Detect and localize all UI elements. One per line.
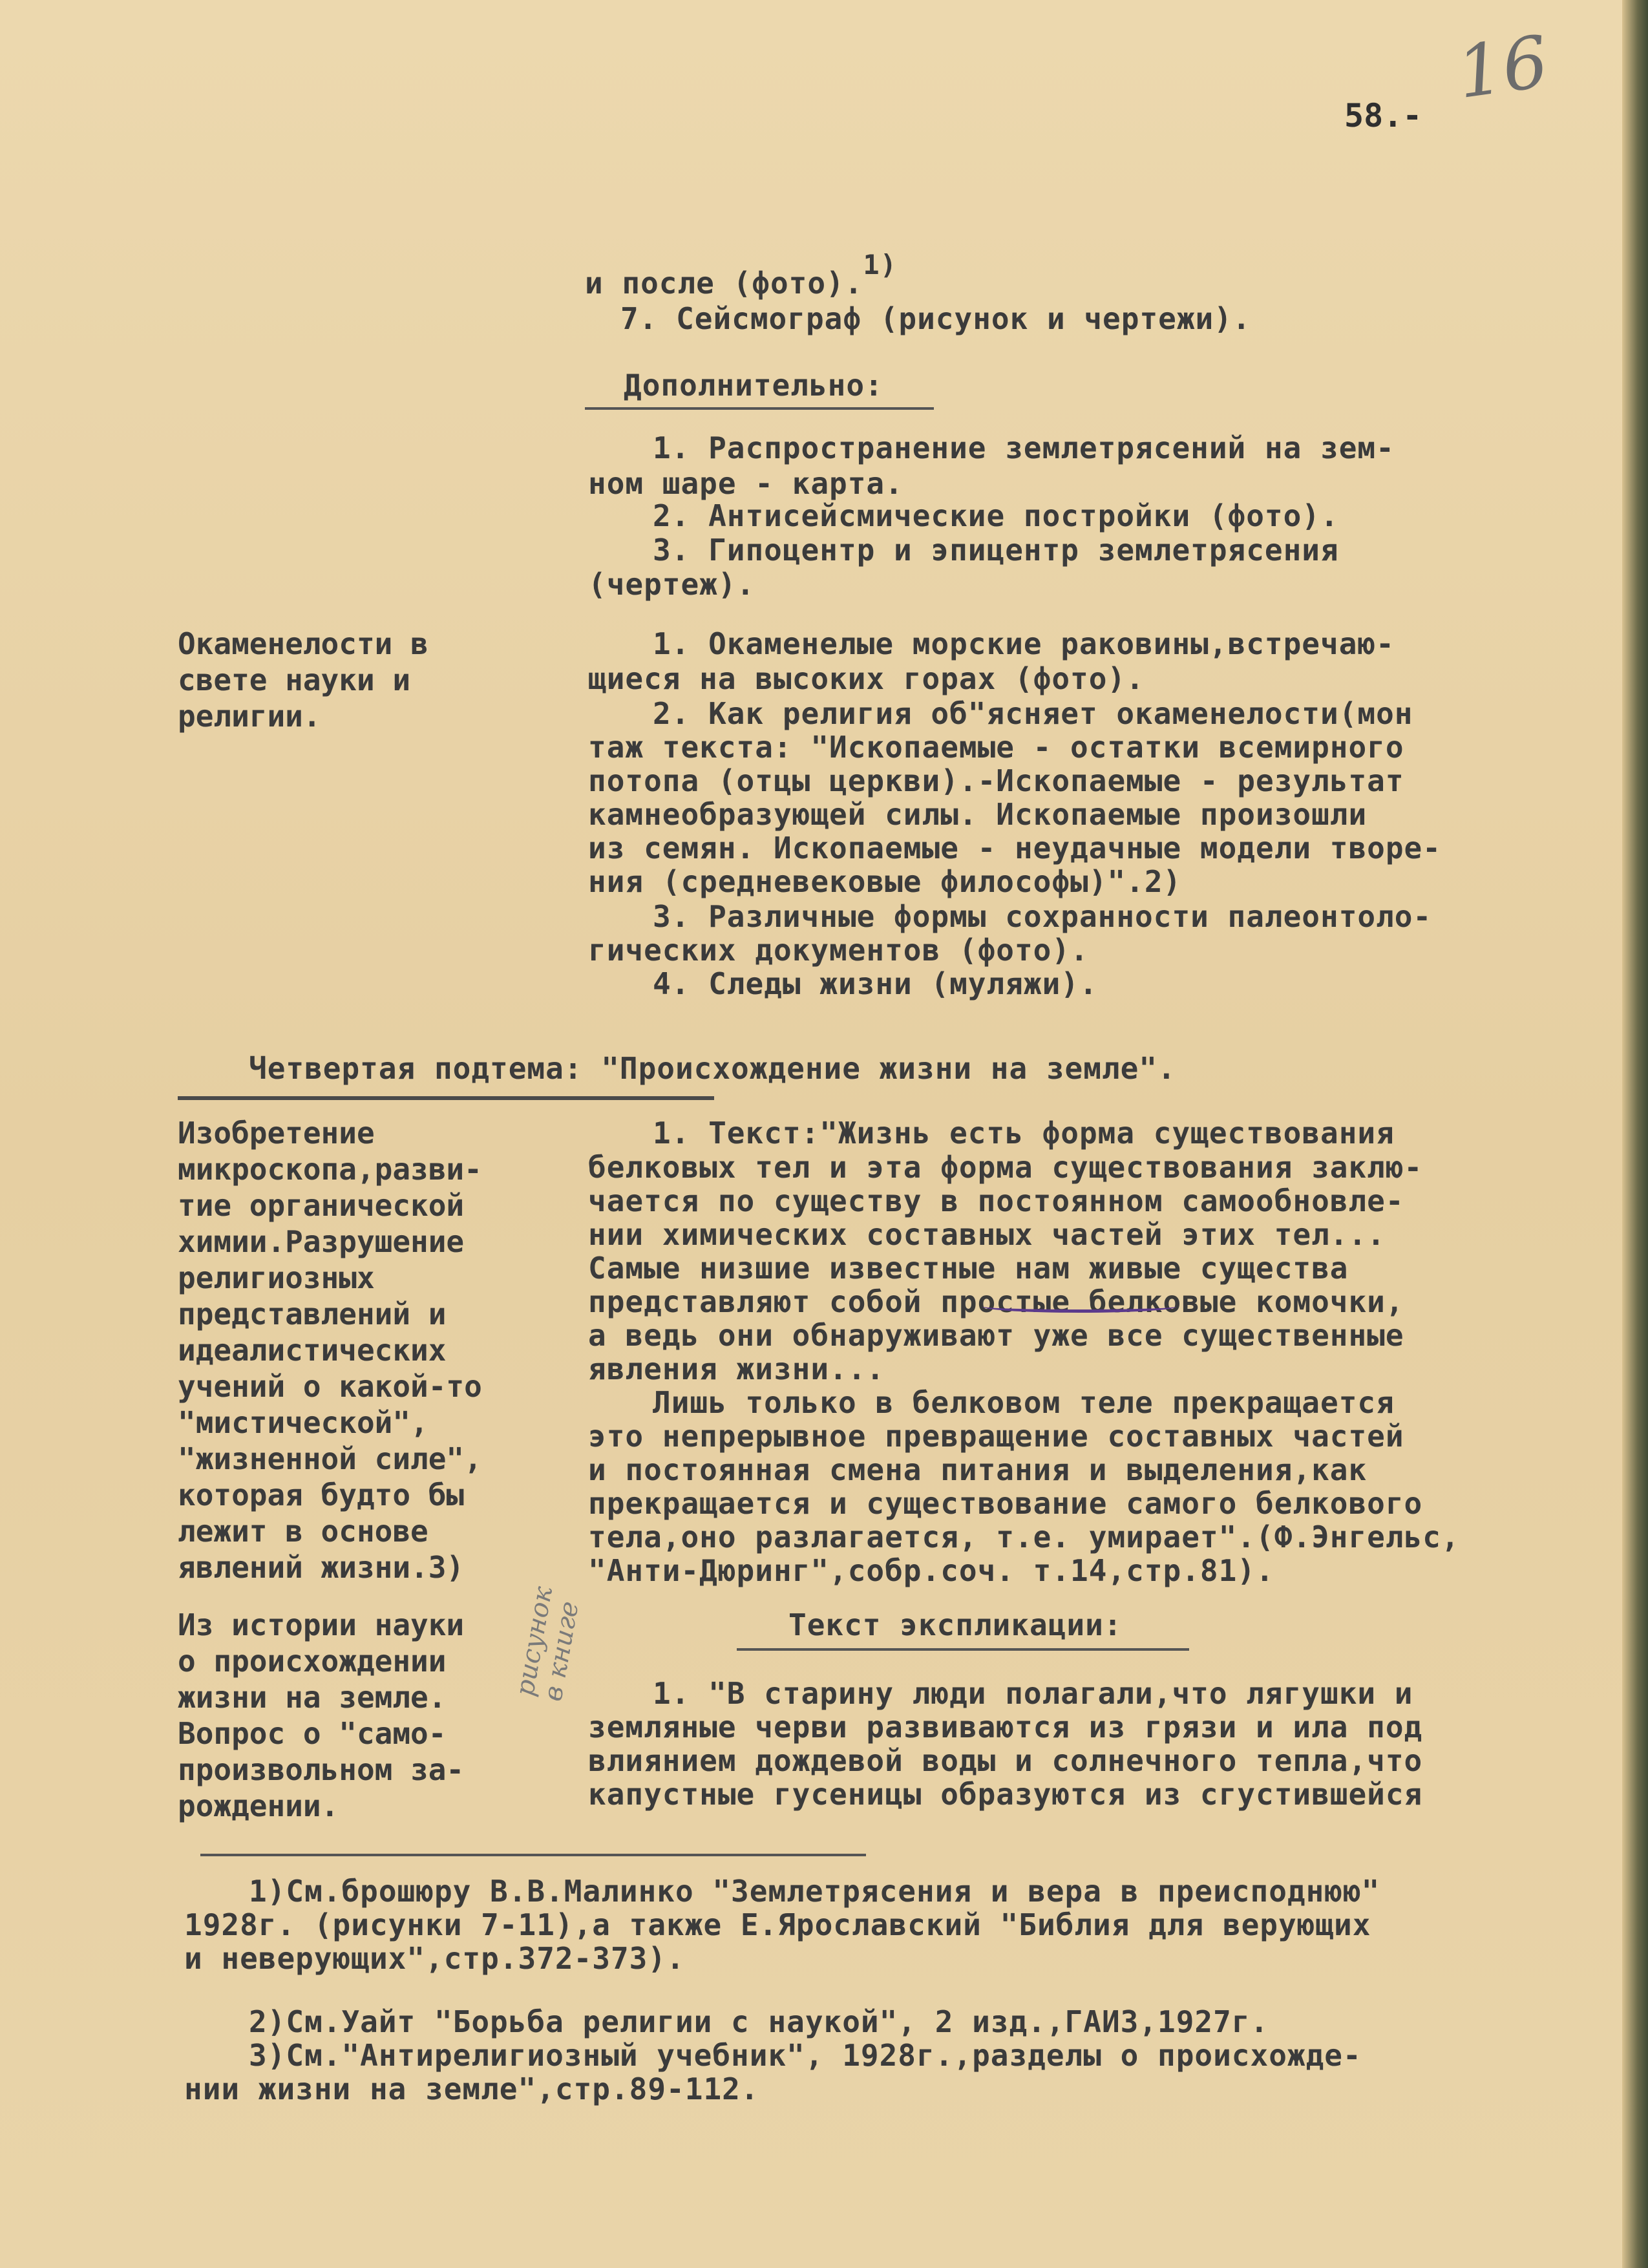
fossils-line: 4. Следы жизни (муляжи). (653, 966, 1098, 1001)
fossils-line: гических документов (фото). (588, 933, 1089, 968)
explication-line: 1. "В старину люди полагали,что лягушки и (653, 1676, 1413, 1711)
engels-quote-line: представляют собой простые белковые комочки, (588, 1284, 1404, 1319)
footnote-line: и неверующих",стр.372-373). (184, 1941, 685, 1976)
engels-quote-line: и постоянная смена питания и выделения,как (588, 1452, 1368, 1487)
footnote-ref-1: 1) (863, 249, 897, 281)
additional-line: 3. Гипоцентр и эпицентр землетрясения (653, 533, 1339, 567)
ink-underline (982, 1300, 1176, 1313)
engels-quote-line: нии химических составных частей этих тел... (588, 1217, 1386, 1252)
engels-quote-line: это непрерывное превращение составных частей (588, 1419, 1404, 1454)
fossils-line: 2. Как религия об"ясняет окаменелости(мон (653, 696, 1413, 731)
fossils-line: из семян. Ископаемые - неудачные модели творе- (588, 831, 1441, 865)
page-number: 58.- (1344, 97, 1422, 134)
additional-line: 2. Антисейсмические постройки (фото). (653, 498, 1339, 533)
page-edge (1622, 0, 1648, 2268)
explication-line: капустные гусеницы образуются из сгустившейся (588, 1777, 1423, 1812)
additional-line: 1. Распространение землетрясений на зем- (653, 430, 1395, 465)
fossils-line: потопа (отцы церкви).-Ископаемые - результат (588, 763, 1404, 798)
fossils-line: 1. Окаменелые морские раковины,встречаю- (653, 626, 1395, 661)
engels-quote-line: "Анти-Дюринг",собр.соч. т.14,стр.81). (588, 1553, 1274, 1588)
engels-quote-line: прекращается и существование самого белкового (588, 1486, 1423, 1521)
footnote-line: 1)См.брошюру В.В.Малинко "Землетрясения и вера в преисподнюю" (249, 1874, 1380, 1909)
margin-note-microscope: Изобретение микроскопа,разви- тие органической химии.Разрушение религиозных представлений и идеалистических учений о какой-то "мистической", "жизненной силе", которая будто бы лежит в основе явлений жизни.3) (178, 1116, 482, 1585)
additional-line: ном шаре - карта. (588, 466, 903, 501)
engels-quote-line: явления жизни... (588, 1351, 885, 1386)
engels-quote-line: а ведь они обнаруживают уже все существенные (588, 1318, 1404, 1353)
footnote-line: нии жизни на земле",стр.89-112. (184, 2072, 759, 2106)
margin-note-fossils: Окаменелости в свете науки и религии. (178, 626, 428, 734)
footnote-line: 1928г. (рисунки 7-11),а также Е.Ярославский "Библия для верующих (184, 1907, 1371, 1942)
top-line-1: и после (фото).1) (585, 249, 897, 301)
explication-heading: Текст экспликации: (788, 1607, 1123, 1642)
engels-quote-line: Самые низшие известные нам живые существа (588, 1251, 1349, 1286)
footnote-line: 2)См.Уайт "Борьба религии с наукой", 2 изд.,ГАИЗ,1927г. (249, 2004, 1269, 2039)
additional-heading-underline (585, 407, 934, 410)
fossils-line: таж текста: "Ископаемые - остатки всемирного (588, 730, 1404, 765)
additional-heading: Дополнительно: (624, 368, 883, 403)
margin-note-history: Из истории науки о происхождении жизни на земле. Вопрос о "само- произвольном за- рождении. (178, 1607, 465, 1823)
engels-quote-line: белковых тел и эта форма существования заклю- (588, 1150, 1423, 1185)
fossils-line: ния (средневековые философы)".2) (588, 864, 1182, 899)
heading-underline (178, 1096, 714, 1100)
fourth-subtheme-heading: Четвертая подтема: "Происхождение жизни на земле". (249, 1051, 1176, 1086)
engels-quote-line: 1. Текст:"Жизнь есть форма существования (653, 1116, 1395, 1150)
handwritten-page-number: 16 (1452, 19, 1554, 115)
explication-line: влиянием дождевой воды и солнечного тепла,что (588, 1743, 1423, 1778)
explication-line: земляные черви развиваются из грязи и ила под (588, 1710, 1423, 1744)
top-line-2: 7. Сейсмограф (рисунок и чертежи). (620, 301, 1251, 336)
fossils-line: камнеобразующей силы. Ископаемые произошли (588, 797, 1368, 832)
footnote-line: 3)См."Антирелигиозный учебник", 1928г.,разделы о происхожде- (249, 2038, 1362, 2073)
explication-heading-underline (737, 1648, 1189, 1651)
engels-quote-line: тела,оно разлагается, т.е. умирает".(Ф.Энгельс, (588, 1520, 1460, 1554)
engels-quote-line: чается по существу в постоянном самообновле- (588, 1183, 1404, 1218)
fossils-line: щиеся на высоких горах (фото). (588, 661, 1145, 696)
additional-line: (чертеж). (588, 567, 755, 602)
handwritten-margin-note: рисунок в книге (510, 1584, 585, 1704)
footnote-separator (200, 1854, 866, 1856)
fossils-line: 3. Различные формы сохранности палеонтоло- (653, 899, 1432, 934)
engels-quote-line: Лишь только в белковом теле прекращается (653, 1385, 1395, 1420)
